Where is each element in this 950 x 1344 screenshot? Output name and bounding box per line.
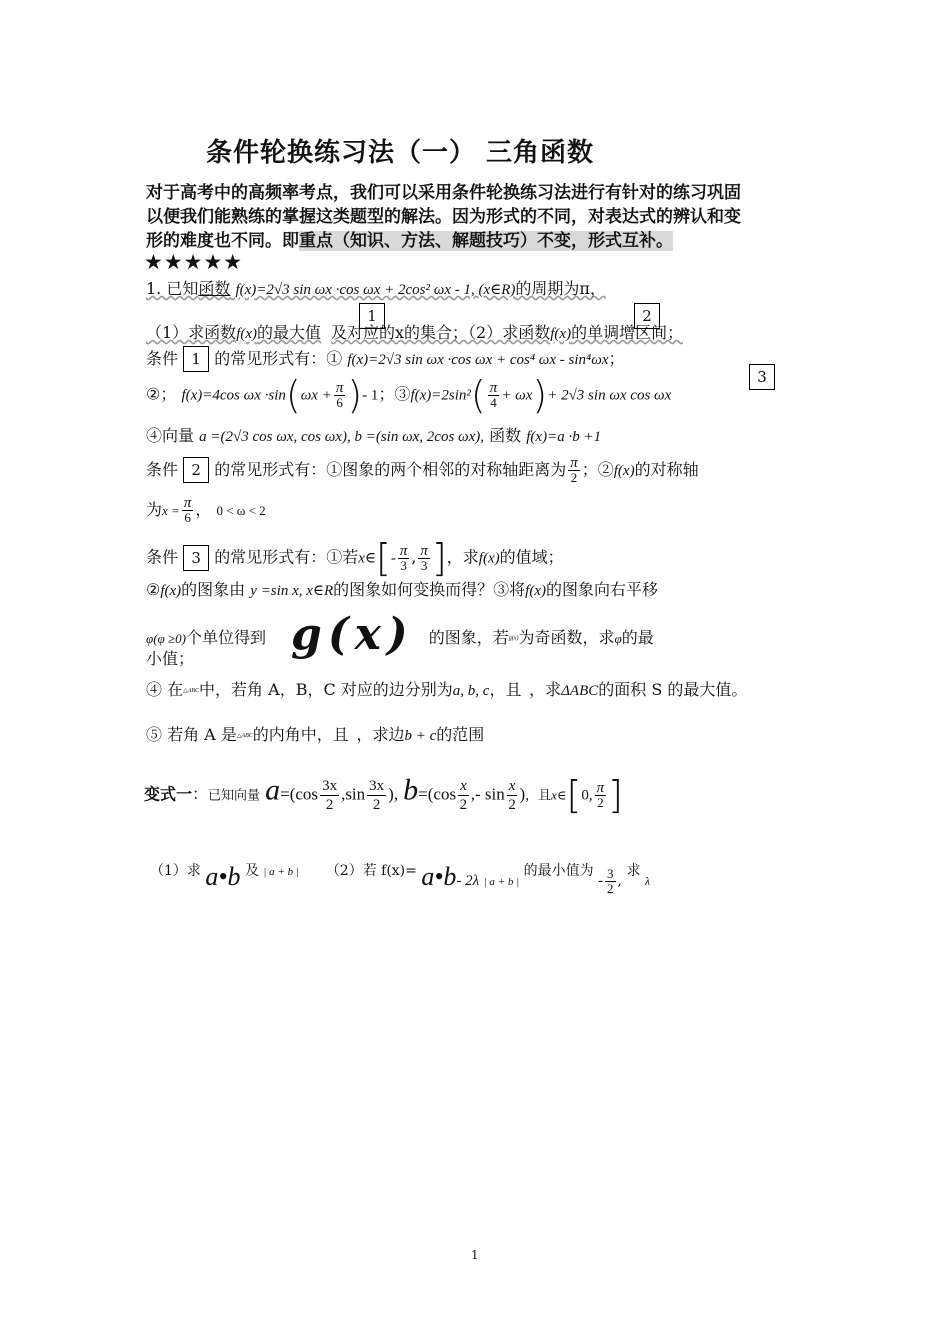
page-number: 1 [471,1248,479,1262]
condition-2-line [146,456,699,485]
condition-2-text: 的常见形式有：①图象的两个相邻的对称轴距离为 [214,460,567,479]
bracket-close-2: ] [608,773,623,817]
fraction-denominator: 4 [490,394,497,410]
fraction-x-2 [458,777,469,814]
fraction-pi-2-b [595,781,607,810]
variant-comma: , [617,873,622,889]
intro-line-3 [146,226,673,251]
problem-1-formula: f(x)=2√3 sin ωx ·cos ωx + 2cos² ωx - 1, (x∈R) [235,282,516,298]
condition-1-item-2-label: ②； [146,384,177,404]
condition-1-formula-2c: - 1 [362,387,379,404]
condition-3-item-3-fx: f(x) [525,583,546,599]
fraction-numerator: π [596,779,605,796]
variant-1-a-cos: =(cos [280,784,319,804]
condition-3-ask-3: ，求边 [356,725,405,744]
fraction-pi-2 [568,456,580,485]
condition-3-neg: - [390,550,396,567]
variant-dot-product-2: a•b [421,862,457,891]
condition-3-odd-text: 为奇函数，求 [518,628,615,647]
variant-1-a-close: ), [388,784,399,804]
condition-1-vectors: a =(2√3 cos ωx, cos ωx), b =(sin ωx, 2cos ωx), [199,429,485,445]
condition-3-comma: , [411,547,417,567]
triangle-abc-small-2: △ABC [236,733,253,739]
variant-1-b-sin: ,- sin [470,784,505,804]
condition-1-line [146,346,625,372]
condition-3-item-3-shift: 的图象向右平移 [546,580,659,599]
fraction-numerator: π [489,379,498,396]
intro-line-3-start: 形的难度也不同。即 [146,231,299,251]
condition-3-sides: a, b, c [452,683,490,699]
condition-3-line-e [146,677,747,700]
fraction-pi-3-a [398,544,410,573]
variant-dot-product: a•b [205,862,241,891]
paren-open: ( [285,373,301,417]
problem-1-keyword: 函数 [198,279,231,298]
condition-3-line-b [146,577,658,600]
condition-3-ask: ，求 [446,547,479,567]
fraction-denominator: 2 [597,794,604,810]
fraction-numerator: π [570,455,578,471]
variant-neg: - [598,873,604,889]
fraction-numerator: π [335,379,344,396]
condition-3-sine-function: y =sin x, x∈R [250,583,334,599]
condition-1-line-c [146,423,601,446]
condition-1-formula-3b: + ωx [501,387,533,404]
condition-1-label: 条件 [146,349,179,368]
condition-3-phi-2: φ [614,631,622,646]
condition-box-2-marker: 2 [634,303,660,329]
condition-2-comma: ， [195,500,212,519]
problem-1-statement [146,276,606,299]
problem-1-prefix: 1. 已知 [146,279,199,298]
condition-1-end: ； [608,349,625,368]
fraction-denominator: 3 [400,557,407,573]
condition-3-phi: φ(φ ≥0) [146,631,186,646]
condition-box-1: 1 [183,346,209,372]
condition-1-formula-1: f(x)=2√3 sin ωx ·cos ωx + cos⁴ ωx - sin⁴ωx [347,352,609,368]
bracket-open: [ [375,536,391,580]
fraction-denominator: 2 [508,796,516,813]
fraction-denominator: 2 [325,796,334,813]
condition-3-ask-2: ，求 [529,680,562,699]
fraction-3x-2 [320,777,339,814]
variant-question-2: （2）若 f(x)= [325,863,417,879]
page-title: 条件轮换练习法（一） 三角函数 [206,138,595,168]
paren-close-2: ) [532,373,548,417]
variant-1-vector-a: a [265,773,281,807]
condition-1-formula-2b: ωx + [300,387,332,404]
variant-1-line [144,773,623,817]
fraction-numerator: π [420,542,428,559]
variant-1-vector-b: b [403,773,419,807]
questions-line [146,320,683,343]
condition-3-item-2-fx: f(x) [160,583,182,599]
fraction-x-2-b [507,777,518,814]
question-2-text: 及对应的x的集合；（2）求函数 [331,323,551,342]
fraction-numerator: 3x [322,777,338,794]
condition-3-text: 的常见形式有：①若 [214,547,359,567]
paren-close: ) [347,373,363,417]
condition-box-1-marker: 1 [359,303,385,329]
fraction-denominator: 2 [459,796,468,813]
condition-1-formula-2a: f(x)=4cos ωx ·sin [181,387,286,404]
question-2-end: 的单调增区间； [571,323,684,342]
condition-3-item-5-text: 的内角中，且 [252,725,349,744]
condition-box-2: 2 [183,457,209,483]
fraction-3x-2-b [367,777,386,814]
variant-1-x-in: x∈ [551,787,567,803]
condition-2-line-b [146,496,266,525]
variant-1-a-sin: ,sin [341,784,366,804]
fraction-numerator: 3 [607,865,614,881]
condition-3-gx-small: g(x) [508,635,519,642]
intro-line-2: 以便我们能熟练的掌握这类题型的解法。因为形式的不同，对表达式的辨认和变 [146,207,741,227]
condition-3-fx: f(x) [478,550,500,567]
condition-3-min-text: 的最 [621,628,654,647]
fraction-pi-6 [334,381,346,410]
variant-min-text: 的最小值为 [523,863,594,879]
condition-3-units: 个单位得到 [185,628,266,647]
condition-3-range-text: 的范围 [436,725,485,744]
intro-highlight: 重点（知识、方法、解题技巧）不变，形式互补。 [299,231,673,251]
variant-1-questions [150,852,651,896]
condition-1-line-b [146,373,671,417]
variant-1-b-cos: =(cos [418,784,457,804]
condition-box-3: 3 [183,545,209,571]
paren-open-2: ( [470,373,486,417]
condition-3-item-4-text: 中，若角 A，B，C 对应的边分别为 [199,680,453,699]
variant-lambda: λ [644,874,651,888]
intro-line-1: 对于高考中的高频率考点，我们可以采用条件轮换练习法进行有针对的练习巩固 [146,183,741,203]
variant-1-colon: ： [192,784,209,804]
fraction-denominator: 3 [420,557,428,573]
condition-3-item-2-text: 的图象由 [181,580,246,599]
fraction-numerator: x [460,777,467,794]
fraction-numerator: x [508,777,516,794]
variant-1-and: ，且 [525,788,552,804]
condition-1-item-3-label: ；③ [378,384,411,404]
fraction-denominator: 2 [570,470,578,485]
condition-1-item-4-label: ④向量 [146,426,195,445]
variant-abs-sum-2: | a + b | [483,876,520,888]
condition-2-axis-label: 为 [146,500,163,519]
question-1-max: 的最大值 [257,323,322,342]
fraction-denominator: 2 [372,796,381,813]
condition-3-area-text: 的面积 S 的最大值。 [598,680,748,699]
condition-1-formula-3c: + 2√3 sin ωx cos ωx [547,387,672,404]
variant-question-1: （1）求 [150,863,201,879]
fraction-numerator: π [399,542,408,559]
condition-3-end: 的值域； [499,547,564,567]
condition-3-b-plus-c: b + c [404,728,437,744]
condition-2-end: 的对称轴 [634,460,699,479]
condition-2-mid: ；② [581,460,614,479]
variant-minus-2-lambda: - 2λ [456,873,480,889]
fraction-3-2 [605,867,616,896]
condition-1-formula-3a: f(x)=2sin² [410,387,471,404]
question-2-fx: f(x) [550,326,572,342]
question-1-fx: f(x) [236,326,258,342]
condition-box-3-marker: 3 [749,364,775,390]
triangle-abc-small: △ABC [183,688,200,694]
condition-3-line-f [146,722,484,745]
fraction-pi-3-b [418,544,430,573]
variant-1-b-close: ) [519,784,526,804]
condition-2-label: 条件 [146,460,179,479]
fraction-denominator: 2 [607,880,614,896]
condition-3-label: 条件 [146,547,179,567]
condition-3-and: ，且 [489,680,522,699]
condition-3-line [146,536,564,580]
condition-2-omega-range: 0 < ω < 2 [216,503,266,518]
variant-1-label: 变式一 [144,784,193,804]
variant-and: 及 [244,863,259,879]
condition-3-item-5-label: ⑤ 若角 A 是 [146,725,237,744]
fraction-pi-4 [488,381,500,410]
condition-3-x-in: x∈ [358,550,376,567]
fraction-numerator: 3x [369,777,385,794]
condition-3-triangle: ΔABC [561,683,599,699]
variant-abs-sum: | a + b | [263,866,299,878]
question-1-text: （1）求函数 [146,323,237,342]
variant-ask: 求 [626,863,641,879]
condition-1-function-label: 函数 [489,426,522,445]
variant-1-zero: 0, [581,787,593,804]
condition-3-item-2-label: ② [146,580,161,599]
condition-1-formula-4: f(x)=a ·b +1 [526,429,602,445]
fraction-numerator: π [183,495,192,511]
condition-3-hidden-formula [521,687,529,694]
problem-1-suffix: 的周期为π， [515,279,606,298]
variant-1-text: 已知向量 [208,788,261,804]
fraction-pi-6-b [182,496,194,525]
condition-3-item-4-label: ④ 在 [146,680,184,699]
condition-1-text: 的常见形式有：① [214,349,343,368]
condition-3-item-3-text: 的图象如何变换而得？③将 [333,580,526,599]
fraction-denominator: 6 [336,394,343,410]
condition-3-line-d: 小值； [146,649,195,668]
condition-3-gx-large: g(x) [291,609,414,660]
difficulty-stars: ★★★★★ [144,250,244,274]
fraction-denominator: 6 [184,510,191,525]
condition-2-fx: f(x) [613,463,635,479]
condition-3-graph-text: 的图象，若 [428,628,509,647]
bracket-close: ] [431,536,447,580]
condition-2-x-eq: x = [162,503,180,518]
bracket-open-2: [ [566,773,582,817]
